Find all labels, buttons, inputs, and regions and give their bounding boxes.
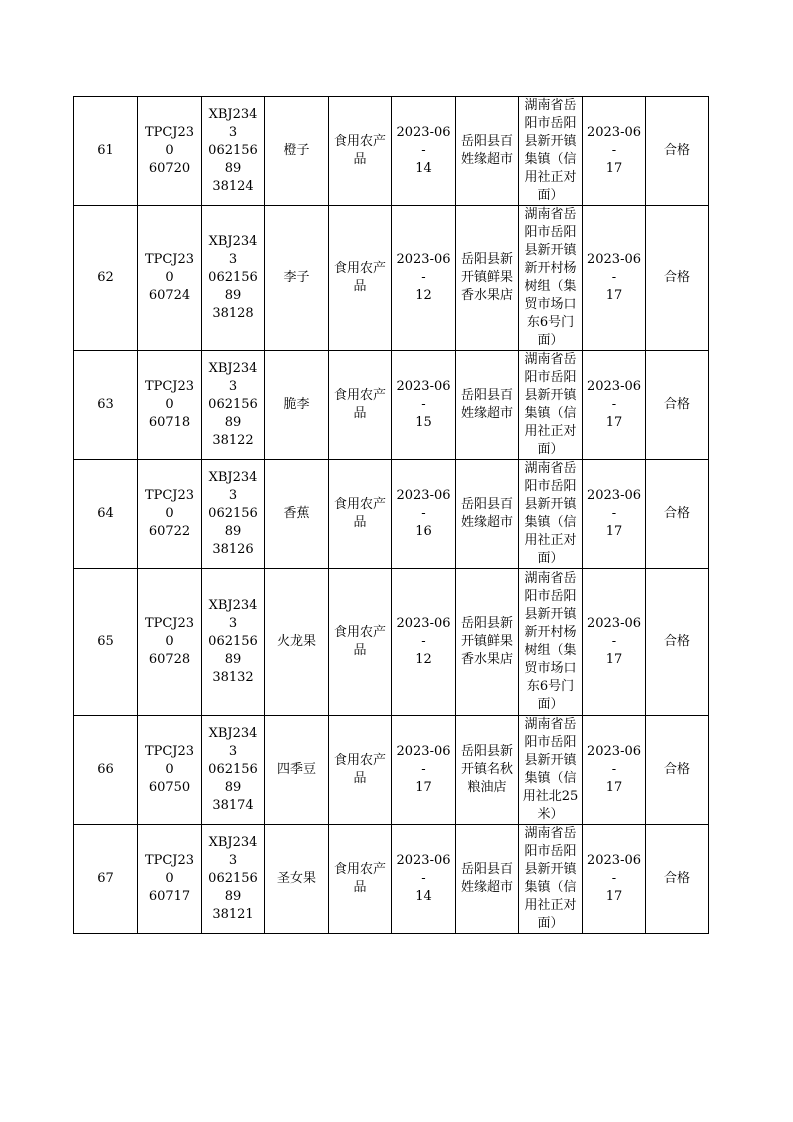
row-number: 65 (74, 569, 138, 716)
inspection-date: 2023-06- 17 (583, 716, 646, 825)
sampled-address: 湖南省岳 阳市岳阳 县新开镇 集镇（信 用社正对 面） (519, 351, 583, 460)
sampled-unit: 岳阳县百 姓缘超市 (456, 351, 519, 460)
production-date: 2023-06- 12 (392, 206, 456, 351)
report-id: XBJ2343 06215689 38128 (202, 206, 265, 351)
sample-id: TPCJ230 60750 (138, 716, 202, 825)
row-number: 64 (74, 460, 138, 569)
row-number: 67 (74, 825, 138, 934)
production-date: 2023-06- 16 (392, 460, 456, 569)
table-row (74, 206, 709, 351)
inspection-date: 2023-06- 17 (583, 460, 646, 569)
inspection-result: 合格 (646, 97, 709, 206)
report-id: XBJ2343 06215689 38122 (202, 351, 265, 460)
sampled-address: 湖南省岳 阳市岳阳 县新开镇 集镇（信 用社正对 面） (519, 825, 583, 934)
inspection-result: 合格 (646, 351, 709, 460)
sample-category: 食用农产 品 (329, 460, 392, 569)
inspection-result: 合格 (646, 460, 709, 569)
sampled-address: 湖南省岳 阳市岳阳 县新开镇 集镇（信 用社正对 面） (519, 460, 583, 569)
sampled-address: 湖南省岳 阳市岳阳 县新开镇 新开村杨 树组（集 贸市场口 东6号门 面） (519, 206, 583, 351)
row-number: 66 (74, 716, 138, 825)
inspection-result: 合格 (646, 569, 709, 716)
sample-name: 橙子 (265, 97, 329, 206)
report-id: XBJ2343 06215689 38126 (202, 460, 265, 569)
report-id: XBJ2343 06215689 38121 (202, 825, 265, 934)
sampled-unit: 岳阳县新 开镇鲜果 香水果店 (456, 206, 519, 351)
sample-id: TPCJ230 60728 (138, 569, 202, 716)
sample-id: TPCJ230 60717 (138, 825, 202, 934)
sample-category: 食用农产 品 (329, 716, 392, 825)
sample-name: 四季豆 (265, 716, 329, 825)
inspection-date: 2023-06- 17 (583, 825, 646, 934)
production-date: 2023-06- 12 (392, 569, 456, 716)
sampled-unit: 岳阳县新 开镇鲜果 香水果店 (456, 569, 519, 716)
table-row (74, 825, 709, 934)
table-row (74, 569, 709, 716)
sample-id: TPCJ230 60722 (138, 460, 202, 569)
sampled-unit: 岳阳县百 姓缘超市 (456, 460, 519, 569)
sampled-address: 湖南省岳 阳市岳阳 县新开镇 集镇（信 用社北25 米） (519, 716, 583, 825)
sample-name: 香蕉 (265, 460, 329, 569)
production-date: 2023-06- 14 (392, 97, 456, 206)
sampled-unit: 岳阳县百 姓缘超市 (456, 97, 519, 206)
inspection-results-table (73, 96, 709, 934)
inspection-result: 合格 (646, 716, 709, 825)
table-row (74, 97, 709, 206)
row-number: 61 (74, 97, 138, 206)
inspection-result: 合格 (646, 206, 709, 351)
sample-category: 食用农产 品 (329, 569, 392, 716)
table-row (74, 351, 709, 460)
sample-name: 脆李 (265, 351, 329, 460)
sampled-address: 湖南省岳 阳市岳阳 县新开镇 新开村杨 树组（集 贸市场口 东6号门 面） (519, 569, 583, 716)
report-id: XBJ2343 06215689 38174 (202, 716, 265, 825)
sample-name: 李子 (265, 206, 329, 351)
inspection-date: 2023-06- 17 (583, 97, 646, 206)
sample-name: 火龙果 (265, 569, 329, 716)
report-id: XBJ2343 06215689 38124 (202, 97, 265, 206)
sampled-address: 湖南省岳 阳市岳阳 县新开镇 集镇（信 用社正对 面） (519, 97, 583, 206)
sample-id: TPCJ230 60724 (138, 206, 202, 351)
sampled-unit: 岳阳县百 姓缘超市 (456, 825, 519, 934)
sample-id: TPCJ230 60718 (138, 351, 202, 460)
production-date: 2023-06- 17 (392, 716, 456, 825)
sample-category: 食用农产 品 (329, 351, 392, 460)
inspection-date: 2023-06- 17 (583, 206, 646, 351)
table-row (74, 460, 709, 569)
sampled-unit: 岳阳县新 开镇名秋 粮油店 (456, 716, 519, 825)
production-date: 2023-06- 15 (392, 351, 456, 460)
row-number: 63 (74, 351, 138, 460)
sample-category: 食用农产 品 (329, 206, 392, 351)
inspection-result: 合格 (646, 825, 709, 934)
row-number: 62 (74, 206, 138, 351)
sample-name: 圣女果 (265, 825, 329, 934)
table-row (74, 716, 709, 825)
inspection-date: 2023-06- 17 (583, 569, 646, 716)
report-id: XBJ2343 06215689 38132 (202, 569, 265, 716)
sample-category: 食用农产 品 (329, 97, 392, 206)
sample-id: TPCJ230 60720 (138, 97, 202, 206)
inspection-date: 2023-06- 17 (583, 351, 646, 460)
production-date: 2023-06- 14 (392, 825, 456, 934)
sample-category: 食用农产 品 (329, 825, 392, 934)
